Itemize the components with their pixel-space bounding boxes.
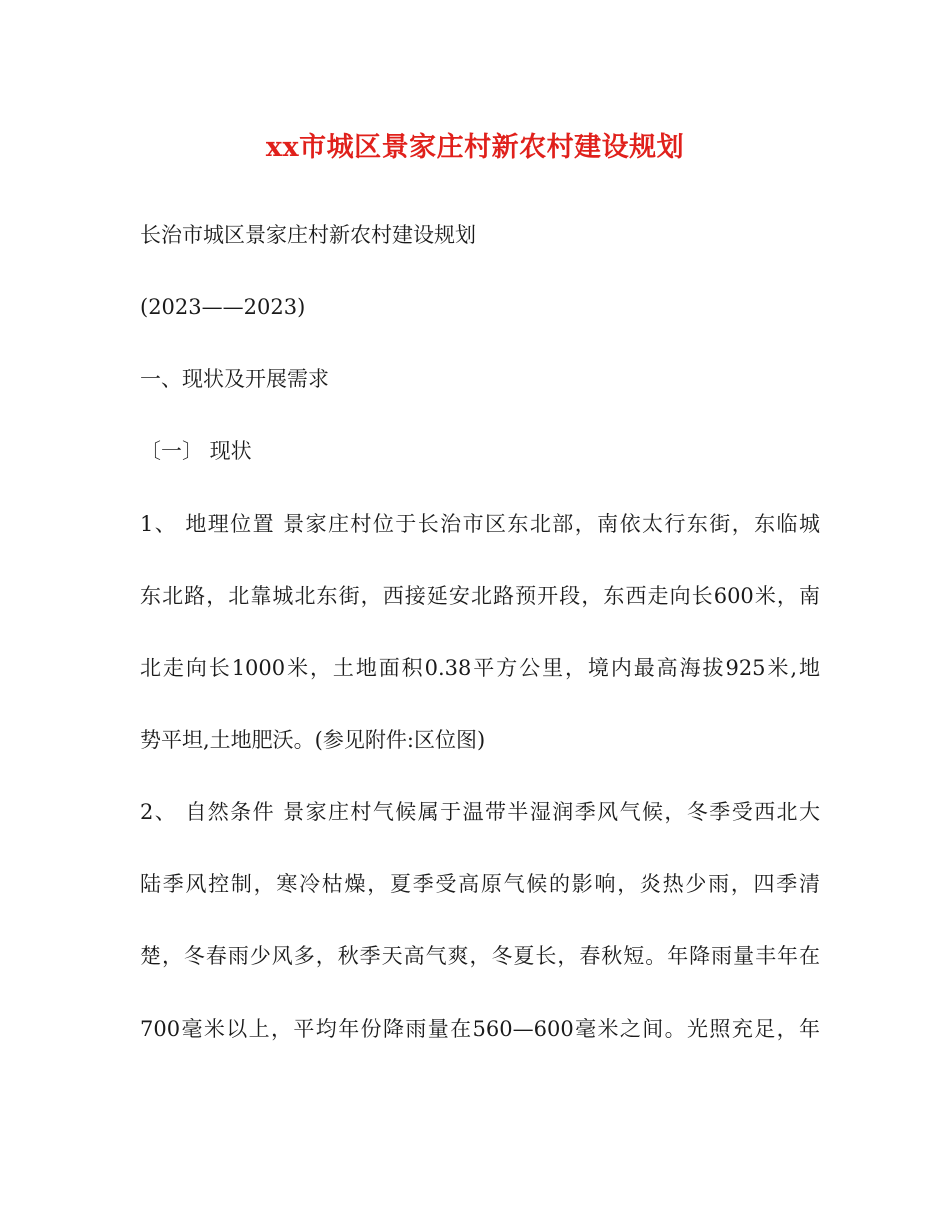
paragraph-line: 势平坦,土地肥沃。(参见附件:区位图) <box>140 728 486 752</box>
paragraph-line: 陆季风控制，寒冷枯燥，夏季受高原气候的影响，炎热少雨，四季清 <box>140 872 820 896</box>
document-subtitle: 长治市城区景家庄村新农村建设规划 <box>140 223 476 247</box>
subsection-heading: 〔一〕 现状 <box>140 439 252 463</box>
paragraph-line: 1、 地理位置 景家庄村位于长治市区东北部，南依太行东街，东临城 <box>140 512 820 536</box>
paragraph-line: 700毫米以上，平均年份降雨量在560—600毫米之间。光照充足，年 <box>140 1017 820 1041</box>
paragraph-line: 北走向长1000米，土地面积0.38平方公里，境内最高海拔925米,地 <box>140 656 820 680</box>
paragraph-line: 2、 自然条件 景家庄村气候属于温带半湿润季风气候，冬季受西北大 <box>140 800 820 824</box>
document-title: xx市城区景家庄村新农村建设规划 <box>265 132 685 163</box>
plan-period: (2023——2023) <box>140 295 306 319</box>
paragraph-line: 东北路，北靠城北东街，西接延安北路预开段，东西走向长600米，南 <box>140 584 820 608</box>
paragraph-line: 楚，冬春雨少风多，秋季天高气爽，冬夏长，春秋短。年降雨量丰年在 <box>140 944 820 968</box>
section-heading: 一、现状及开展需求 <box>140 367 329 391</box>
